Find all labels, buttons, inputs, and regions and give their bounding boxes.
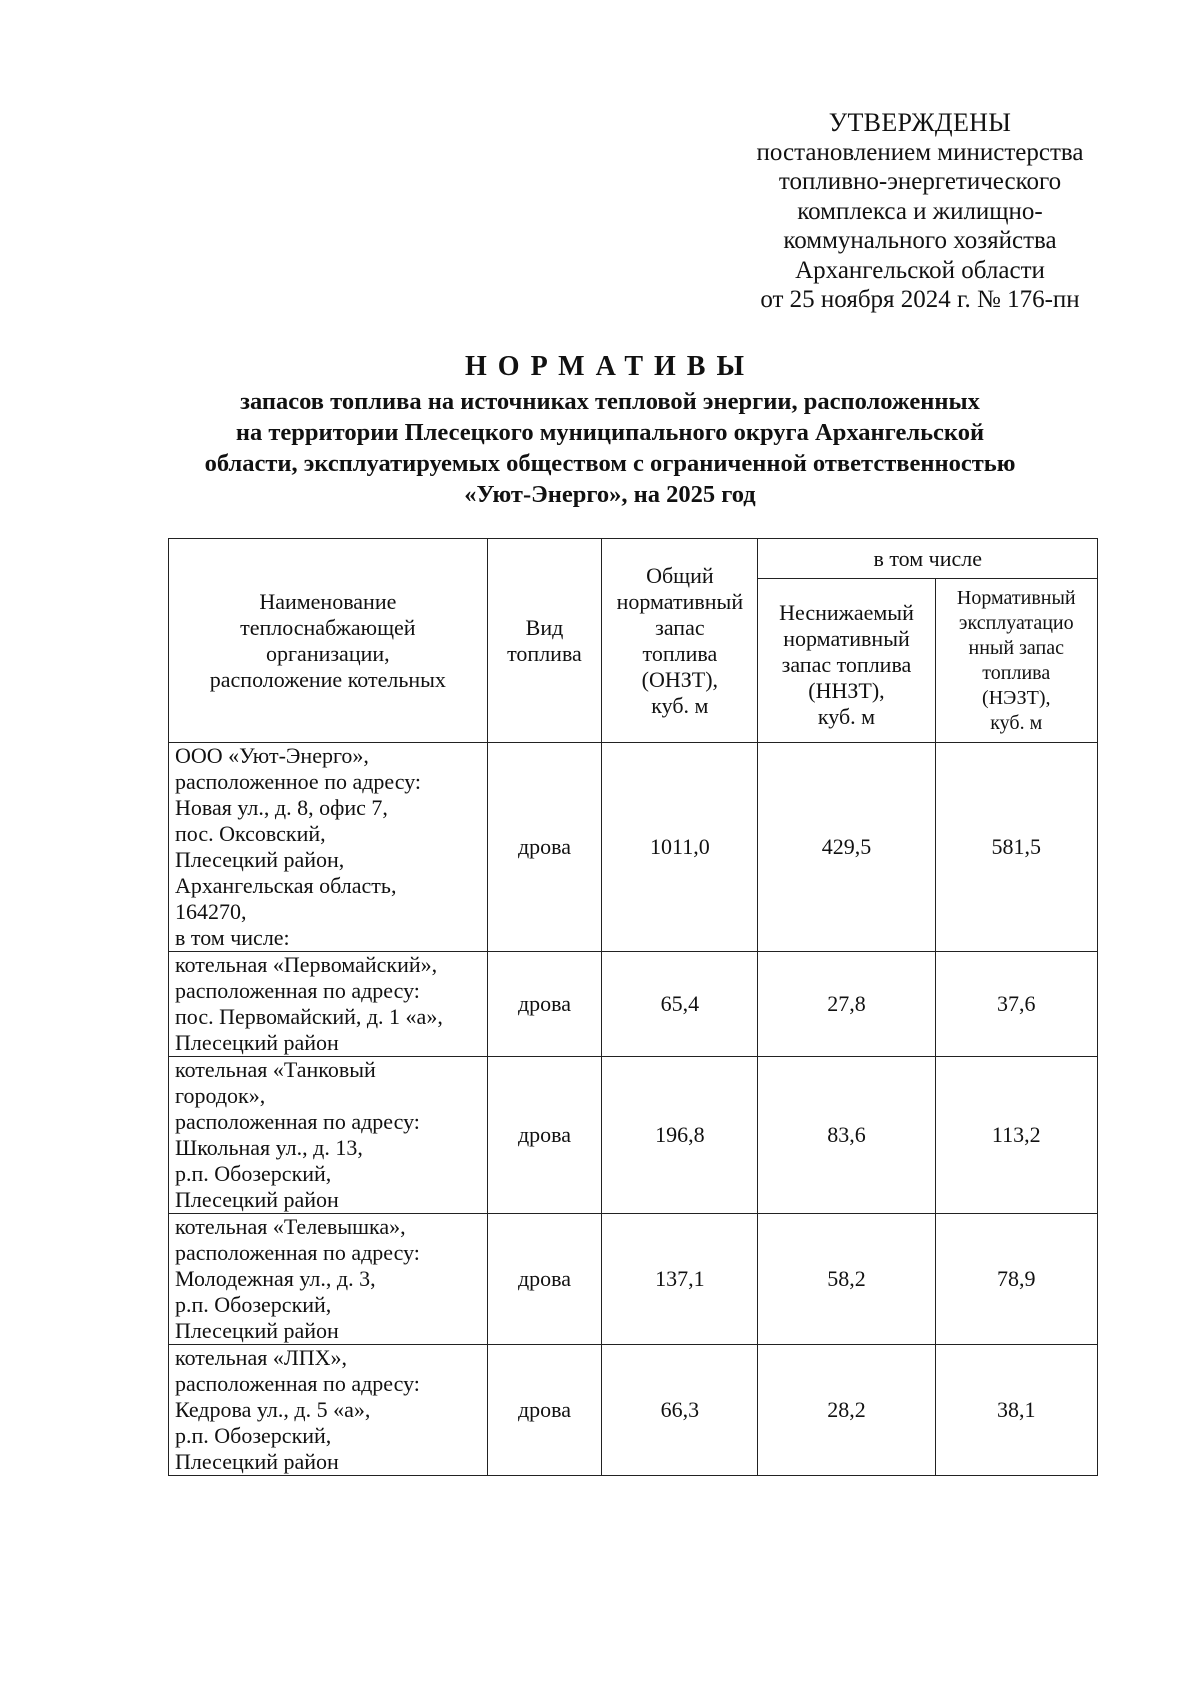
cell-nnzt: 28,2 [758,1345,935,1476]
title-line: запасов топлива на источниках тепловой энергии, расположенных [240,388,980,415]
cell-nnzt: 27,8 [758,952,935,1057]
table-row [169,952,1098,1057]
cell-total: 1011,0 [602,743,758,952]
cell-nnzt: 429,5 [758,743,935,952]
cell-nezt: 38,1 [935,1345,1097,1476]
cell-nezt: 37,6 [935,952,1097,1057]
cell-total: 66,3 [602,1345,758,1476]
table-row [169,1345,1098,1476]
cell-fuel: дрова [487,1345,602,1476]
approval-line: коммунального хозяйства [783,227,1057,254]
cell-name: котельная «Первомайский», расположенная по адресу: пос. Первомайский, д. 1 «а», Плесецкий район [169,952,488,1057]
cell-nezt: 581,5 [935,743,1097,952]
header-nnzt: Неснижаемый нормативный запас топлива (ННЗТ), куб. м [758,579,935,743]
cell-nnzt: 83,6 [758,1057,935,1214]
header-total: Общий нормативный запас топлива (ОНЗТ), куб. м [602,539,758,743]
cell-name: котельная «ЛПХ», расположенная по адресу: Кедрова ул., д. 5 «а», р.п. Обозерский, Плесецкий район [169,1345,488,1476]
table-row [169,1057,1098,1214]
approval-line: Архангельской области [795,256,1045,284]
cell-fuel: дрова [487,743,602,952]
document-title [150,352,1070,510]
cell-fuel: дрова [487,1057,602,1214]
header-fuel: Вид топлива [487,539,602,743]
cell-name: котельная «Танковый городок», расположенная по адресу: Школьная ул., д. 13, р.п. Обозерский, Плесецкий район [169,1057,488,1214]
header-nezt: Нормативный эксплуатацио нный запас топлива (НЭЗТ), куб. м [935,579,1097,743]
norms-table [168,538,1098,1476]
title-main: НОРМАТИВЫ [465,351,755,382]
cell-total: 196,8 [602,1057,758,1214]
title-line: области, эксплуатируемых обществом с ограниченной ответственностью [204,450,1016,477]
cell-nezt: 78,9 [935,1214,1097,1345]
cell-fuel: дрова [487,1214,602,1345]
approval-line: комплекса и жилищно- [797,197,1043,225]
cell-fuel: дрова [487,952,602,1057]
cell-name: ООО «Уют-Энерго», расположенное по адресу: Новая ул., д. 8, офис 7, пос. Оксовский, Плесецкий район, Архангельская область, 164270, в том числе: [169,743,488,952]
table-row [169,743,1098,952]
approval-line: от 25 ноября 2024 г. № 176-пн [760,286,1080,313]
header-name: Наименование теплоснабжающей организации, расположение котельных [169,539,488,743]
cell-total: 65,4 [602,952,758,1057]
title-line: «Уют-Энерго», на 2025 год [464,481,756,508]
cell-nnzt: 58,2 [758,1214,935,1345]
approval-heading: УТВЕРЖДЕНЫ [828,108,1012,137]
cell-name: котельная «Телевышка», расположенная по адресу: Молодежная ул., д. 3, р.п. Обозерский, Плесецкий район [169,1214,488,1345]
approval-line: топливно-энергетического [778,168,1062,195]
header-including: в том числе [758,539,1098,579]
cell-nezt: 113,2 [935,1057,1097,1214]
cell-total: 137,1 [602,1214,758,1345]
approval-line: постановлением министерства [756,138,1084,166]
title-line: на территории Плесецкого муниципального округа Архангельской [235,419,985,446]
approval-stamp [720,108,1120,315]
table-row [169,1214,1098,1345]
